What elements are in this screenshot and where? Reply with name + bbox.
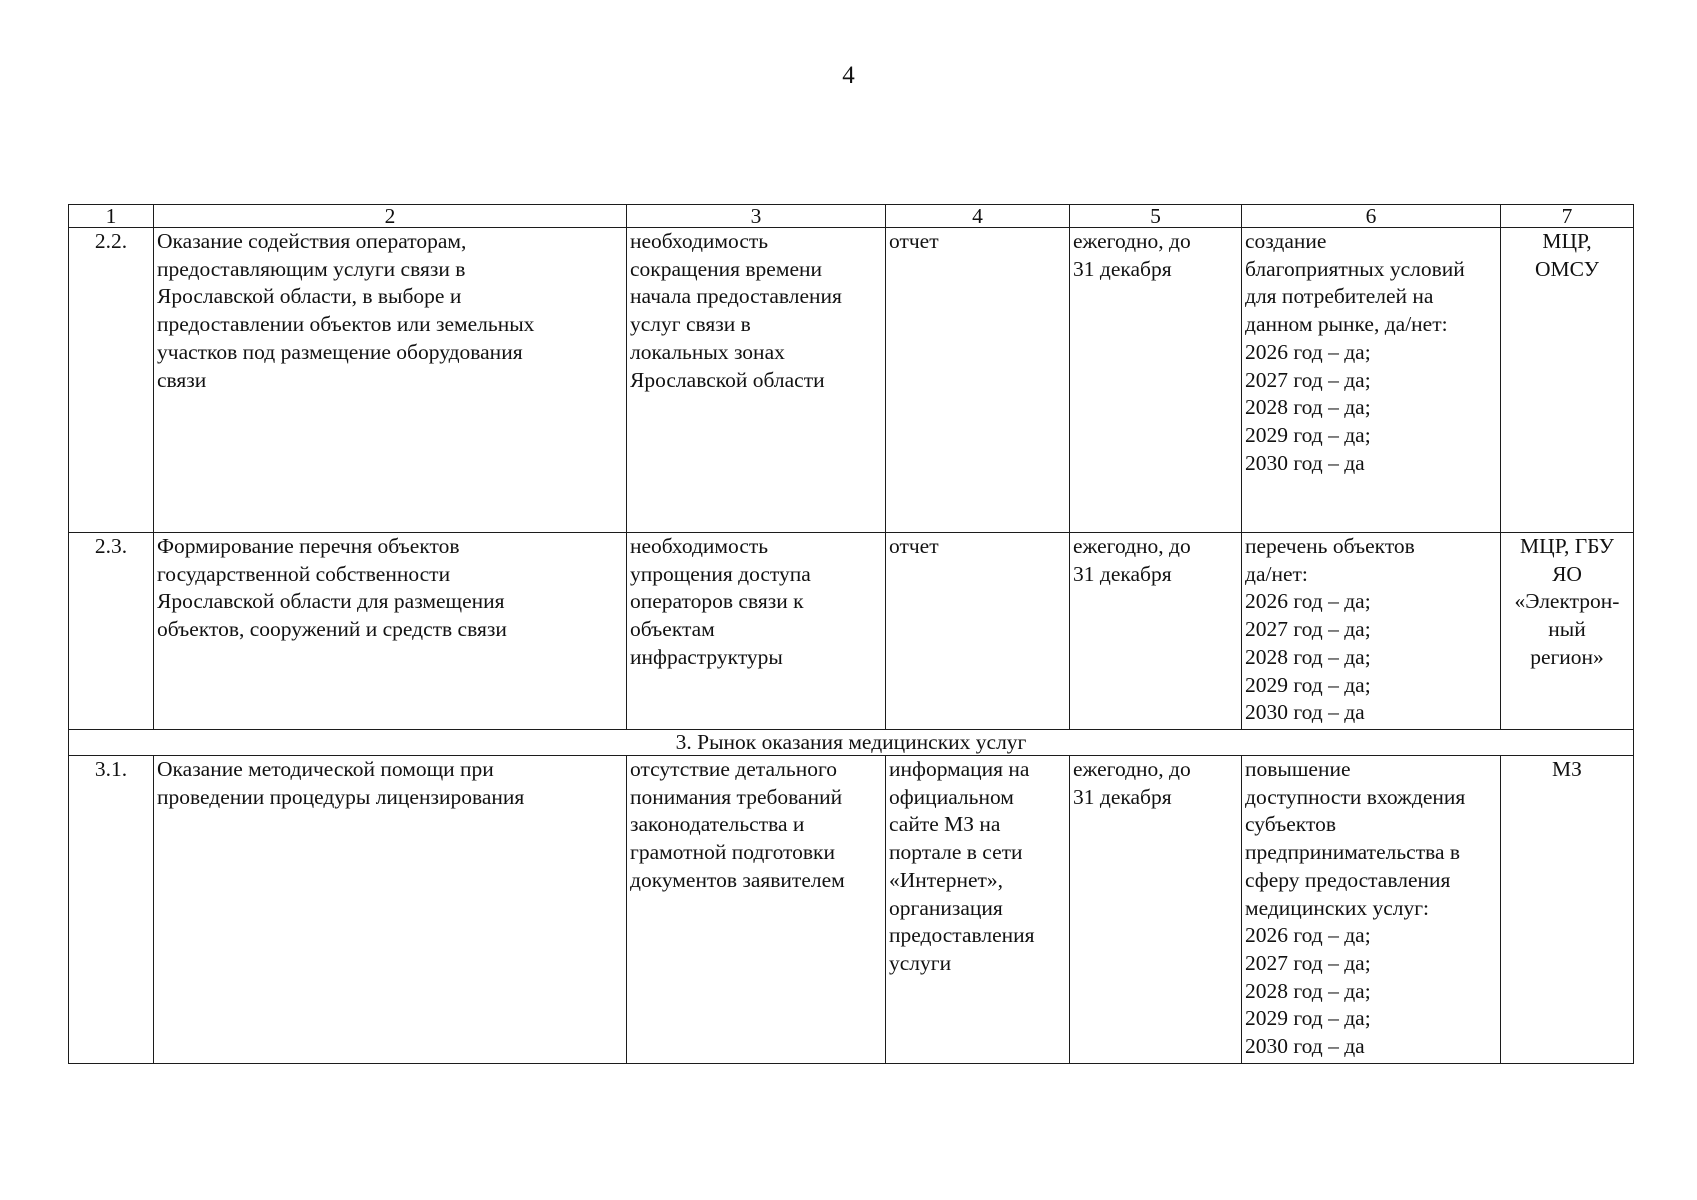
measure-cell bbox=[154, 228, 627, 533]
result-text-line: 2028 год – да; bbox=[1245, 395, 1371, 420]
problem-text-line: упрощения доступа bbox=[630, 561, 811, 586]
result-cell bbox=[1242, 756, 1501, 1064]
result-text-line: 2030 год – да bbox=[1245, 1034, 1365, 1059]
column-number: 6 bbox=[1242, 205, 1501, 228]
problem-cell bbox=[627, 228, 886, 533]
measure-text-line: участков под размещение оборудования bbox=[157, 339, 523, 364]
result-text-line: 2027 год – да; bbox=[1245, 367, 1371, 392]
problem-text-line: документов заявителем bbox=[630, 867, 845, 892]
deadline-cell bbox=[1070, 228, 1242, 533]
result-text-line: перечень объектов bbox=[1245, 534, 1415, 558]
result-text-line: 2026 год – да; bbox=[1245, 339, 1371, 364]
document-text-line: отчет bbox=[889, 534, 939, 558]
responsible-cell bbox=[1501, 228, 1634, 533]
deadline-text-line: 31 декабря bbox=[1073, 784, 1172, 809]
column-number: 4 bbox=[886, 205, 1070, 228]
result-text-line: 2029 год – да; bbox=[1245, 1006, 1371, 1031]
measure-text-line: предоставляющим услуги связи в bbox=[157, 256, 466, 281]
document-cell bbox=[886, 756, 1070, 1064]
problem-text-line: локальных зонах bbox=[630, 339, 785, 364]
result-text-line: 2029 год – да; bbox=[1245, 422, 1371, 447]
deadline-text-line: ежегодно, до bbox=[1073, 757, 1191, 781]
item-number: 2.2. bbox=[94, 229, 128, 253]
deadline-text-line: ежегодно, до bbox=[1073, 534, 1191, 558]
problem-text-line: начала предоставления bbox=[630, 284, 842, 309]
document-text-line: услуги bbox=[889, 950, 952, 975]
item-number-cell bbox=[69, 756, 154, 1064]
result-text-line: да/нет: bbox=[1245, 561, 1308, 586]
column-number: 2 bbox=[154, 205, 627, 228]
item-number-cell bbox=[69, 533, 154, 730]
responsible-text-line: «Электрон- bbox=[1514, 589, 1620, 614]
document-text-line: официальном bbox=[889, 784, 1014, 809]
measure-text-line: предоставлении объектов или земельных bbox=[157, 312, 535, 337]
result-text-line: 2026 год – да; bbox=[1245, 923, 1371, 948]
problem-cell bbox=[627, 756, 886, 1064]
document-text-line: предоставления bbox=[889, 923, 1035, 948]
result-text-line: 2027 год – да; bbox=[1245, 950, 1371, 975]
result-text-line: 2027 год – да; bbox=[1245, 617, 1371, 642]
result-text-line: благоприятных условий bbox=[1245, 256, 1465, 281]
item-number-cell bbox=[69, 228, 154, 533]
item-number: 3.1. bbox=[94, 757, 128, 781]
table-row bbox=[69, 533, 1634, 730]
document-text-line: портале в сети bbox=[889, 840, 1023, 865]
deadline-text-line: 31 декабря bbox=[1073, 256, 1172, 281]
measure-text-line: Ярославской области для размещения bbox=[157, 589, 505, 614]
responsible-text-line: ный bbox=[1548, 617, 1586, 642]
column-number: 3 bbox=[627, 205, 886, 228]
responsible-cell bbox=[1501, 533, 1634, 730]
responsible-text-line: МЗ bbox=[1552, 757, 1582, 781]
measure-text-line: Формирование перечня объектов bbox=[157, 534, 460, 558]
document-text-line: информация на bbox=[889, 757, 1030, 781]
result-text-line: данном рынке, да/нет: bbox=[1245, 312, 1448, 337]
item-number: 2.3. bbox=[94, 534, 128, 558]
measure-text-line: Оказание методической помощи при bbox=[157, 757, 494, 781]
problem-text-line: необходимость bbox=[630, 229, 769, 253]
column-number: 7 bbox=[1501, 205, 1634, 228]
problem-text-line: необходимость bbox=[630, 534, 769, 558]
measures-table bbox=[68, 204, 1634, 1064]
result-text-line: 2029 год – да; bbox=[1245, 672, 1371, 697]
deadline-text-line: ежегодно, до bbox=[1073, 229, 1191, 253]
measure-text-line: Ярославской области, в выборе и bbox=[157, 284, 462, 309]
document-text-line: сайте МЗ на bbox=[889, 812, 1001, 837]
section-title: 3. Рынок оказания медицинских услуг bbox=[69, 730, 1634, 756]
result-text-line: 2026 год – да; bbox=[1245, 589, 1371, 614]
responsible-text-line: ЯО bbox=[1552, 561, 1582, 586]
problem-text-line: услуг связи в bbox=[630, 312, 751, 337]
responsible-text-line: регион» bbox=[1530, 644, 1604, 669]
problem-text-line: сокращения времени bbox=[630, 256, 823, 281]
measure-text-line: государственной собственности bbox=[157, 561, 451, 586]
problem-text-line: инфраструктуры bbox=[630, 644, 783, 669]
measure-text-line: связи bbox=[157, 367, 207, 392]
section-row bbox=[69, 730, 1634, 756]
result-text-line: повышение bbox=[1245, 757, 1351, 781]
problem-cell bbox=[627, 533, 886, 730]
table-row bbox=[69, 228, 1634, 533]
responsible-text-line: МЦР, bbox=[1542, 229, 1592, 253]
measure-text-line: Оказание содействия операторам, bbox=[157, 229, 467, 253]
table-row bbox=[69, 756, 1634, 1064]
deadline-text-line: 31 декабря bbox=[1073, 561, 1172, 586]
responsible-text-line: ОМСУ bbox=[1535, 256, 1599, 281]
deadline-cell bbox=[1070, 533, 1242, 730]
page-number: 4 bbox=[842, 62, 855, 89]
measure-text-line: объектов, сооружений и средств связи bbox=[157, 617, 507, 642]
result-text-line: 2028 год – да; bbox=[1245, 644, 1371, 669]
problem-text-line: объектам bbox=[630, 617, 715, 642]
measure-text-line: проведении процедуры лицензирования bbox=[157, 784, 525, 809]
result-text-line: сферу предоставления bbox=[1245, 867, 1451, 892]
column-number: 1 bbox=[69, 205, 154, 228]
measure-cell bbox=[154, 756, 627, 1064]
result-text-line: субъектов bbox=[1245, 812, 1336, 837]
problem-text-line: операторов связи к bbox=[630, 589, 804, 614]
problem-text-line: отсутствие детального bbox=[630, 757, 838, 781]
result-cell bbox=[1242, 228, 1501, 533]
deadline-cell bbox=[1070, 756, 1242, 1064]
document-text-line: отчет bbox=[889, 229, 939, 253]
problem-text-line: понимания требований bbox=[630, 784, 843, 809]
document-cell bbox=[886, 228, 1070, 533]
measure-cell bbox=[154, 533, 627, 730]
responsible-text-line: МЦР, ГБУ bbox=[1520, 534, 1614, 558]
problem-text-line: грамотной подготовки bbox=[630, 840, 836, 865]
result-text-line: медицинских услуг: bbox=[1245, 895, 1430, 920]
document-text-line: организация bbox=[889, 895, 1003, 920]
result-text-line: 2030 год – да bbox=[1245, 700, 1365, 725]
column-number: 5 bbox=[1070, 205, 1242, 228]
responsible-cell bbox=[1501, 756, 1634, 1064]
result-text-line: 2030 год – да bbox=[1245, 450, 1365, 475]
result-text-line: создание bbox=[1245, 229, 1327, 253]
column-number-row bbox=[69, 205, 1634, 228]
result-text-line: 2028 год – да; bbox=[1245, 978, 1371, 1003]
result-text-line: предпринимательства в bbox=[1245, 840, 1461, 865]
document-text-line: «Интернет», bbox=[889, 867, 1004, 892]
problem-text-line: Ярославской области bbox=[630, 367, 825, 392]
result-text-line: доступности вхождения bbox=[1245, 784, 1466, 809]
problem-text-line: законодательства и bbox=[630, 812, 805, 837]
result-cell bbox=[1242, 533, 1501, 730]
result-text-line: для потребителей на bbox=[1245, 284, 1434, 309]
document-cell bbox=[886, 533, 1070, 730]
